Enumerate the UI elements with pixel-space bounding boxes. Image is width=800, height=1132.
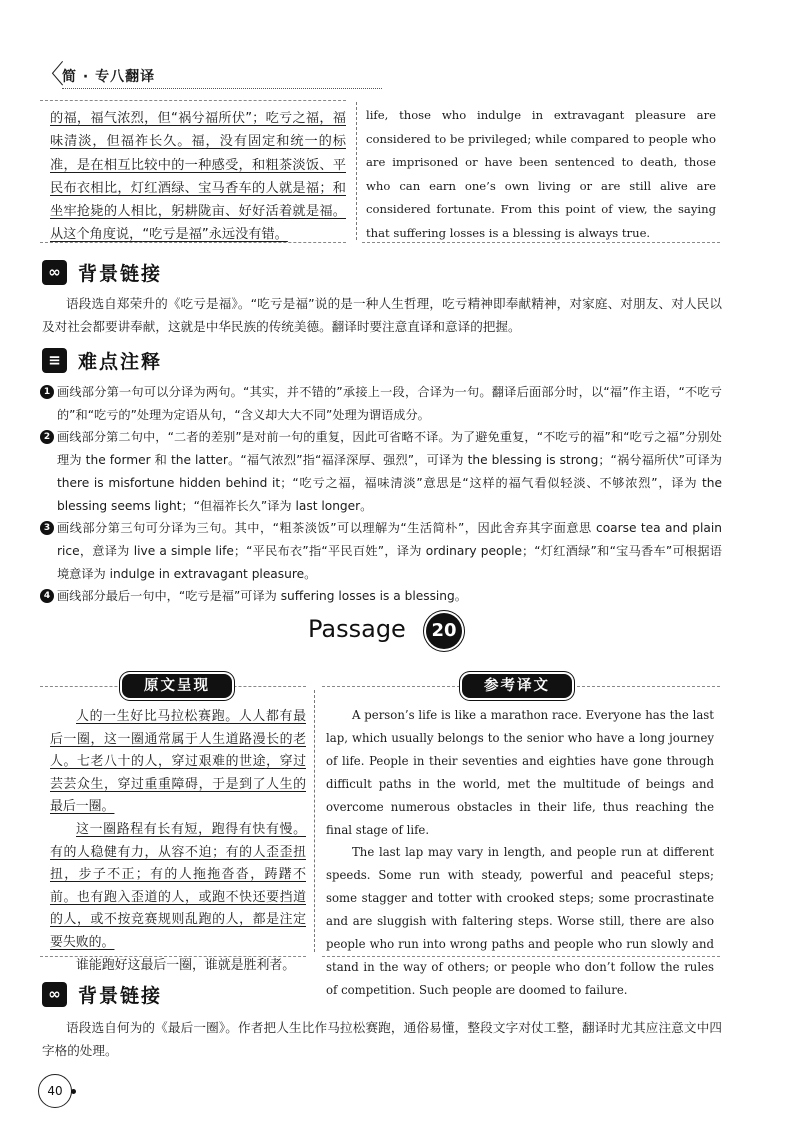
background-text: 语段选自何为的《最后一圈》。作者把人生比作马拉松赛跑，通俗易懂，整段文字对仗工整，翻译时尤其应注意文中四字格的处理。 (42, 1020, 722, 1058)
original-paragraph (50, 819, 306, 955)
original-label: 原文呈现 (122, 674, 232, 698)
notes-section-header (42, 348, 242, 378)
note-number: 3 (40, 521, 54, 535)
top-left-divider (40, 100, 346, 101)
top-chinese-text (50, 107, 346, 247)
original-paragraph-text: 人的一生好比马拉松赛跑。人人都有最后一圈，这一圈通常属于人生道路漫长的老人。七老八十的人，穿过艰难的世途，穿过芸芸众生，穿过重重障碍，于是到了人生的最后一圈。 (50, 709, 306, 815)
section-title: 难点注释 (78, 351, 163, 373)
passage-bottom-divider-left (40, 956, 306, 957)
chevron-left-icon: 〈 (38, 60, 65, 90)
note-number: 4 (40, 589, 54, 603)
header-title: 简 · 专八翻译 (62, 69, 156, 85)
original-paragraph-text: 谁能跑好这最后一圈，谁就是胜利者。 (76, 957, 296, 973)
background-section-header (42, 260, 242, 290)
note-item (40, 585, 722, 608)
background-section-header (42, 982, 242, 1012)
section-title: 背景链接 (78, 263, 163, 285)
passage-heading (308, 613, 508, 653)
note-item (40, 517, 722, 585)
original-paragraph (50, 706, 306, 819)
section-title: 背景链接 (78, 985, 163, 1007)
translation-text (326, 704, 714, 1002)
page-header (38, 60, 338, 90)
page-number: 40 (38, 1074, 72, 1108)
note-text: 画线部分第一句可以分译为两句。“其实，并不错的”承接上一段，合译为一句。翻译后面部分时，以“福”作主语，“不吃亏的”和“吃亏的”处理为定语从句，“含义却大大不同”处理为谓语成分。 (57, 385, 722, 422)
top-bottom-divider-right (362, 242, 720, 243)
original-text (50, 706, 306, 977)
link-icon: ∞ (42, 260, 67, 285)
translation-paragraph: The last lap may vary in length, and people run at different speeds. Some run with steady, powerful and peaceful steps; some stagger and totter with crooked steps; some procrastinate and are sluggish with faltering steps. Worse still, there are also people who run into wrong paths and people who run slowly and stand in the way of others; or people who don’t follow the rules of competition. Such people are doomed to failure. (326, 845, 714, 997)
notes-icon: ≡ (42, 348, 67, 373)
note-item (40, 426, 722, 517)
passage-word: Passage (308, 615, 406, 643)
note-text: 画线部分最后一句中，“吃亏是福”可译为 suffering losses is a blessing。 (57, 589, 467, 604)
original-paragraph-text: 这一圈路程有长有短，跑得有快有慢。有的人稳健有力，从容不迫；有的人歪歪扭扭，步子不正；有的人拖拖沓沓，踌躇不前。也有跑入歪道的人，或跑不快还要挡道的人，或不按竞赛规则乱跑的人，都是注定要失败的。 (50, 821, 306, 950)
top-chinese-underlined: 的福，福气浓烈，但“祸兮福所伏”；吃亏之福，福味清淡，但福祚长久。福，没有固定和统一的标准，是在相互比较中的一种感受，和粗茶淡饭、平民布衣相比，灯红酒绿、宝马香车的人就是福；和坐牢抢毙的人相比，躬耕陇亩、好好活着就是福。从这个角度说， (50, 111, 346, 243)
top-chinese-underlined-end: “吃亏是福”永远没有错。 (142, 227, 288, 243)
top-bottom-divider-left (40, 242, 346, 243)
page-number-dot (71, 1089, 76, 1094)
top-english-text: life, those who indulge in extravagant pleasure are considered to be privileged; while compared to people who are imprisoned or have been sentenced to death, those who can earn one’s own living or are still alive are considered fortunate. From this point of view, the saying that suffering losses is a blessing is always true. (366, 108, 716, 240)
notes-list (40, 381, 722, 608)
passage-number-badge: 20 (426, 613, 462, 649)
note-text: 画线部分第二句中，“二者的差别”是对前一句的重复，因此可省略不译。为了避免重复，“不吃亏的福”和“吃亏之福”分别处理为 the former 和 the latter。“福气浓烈”指“福泽深厚、强烈”，可译为 the blessing is strong；“祸兮福所伏”可译为 there is misfortune hidden behind it；“吃亏之福，福味清淡”意思是“这样的福气看似轻淡、不够浓烈”，译为 the blessing seems light；“但福祚长久”译为 last longer。 (57, 430, 722, 513)
note-text: 画线部分第三句可分译为三句。其中，“粗茶淡饭”可以理解为“生活简朴”，因此舍弃其字面意思 coarse tea and plain rice，意译为 live a simple life；“平民布衣”指“平民百姓”，译为 ordinary people；“灯红酒绿”和“宝马香车”可根据语境意译为 indulge in extravagant pleasure。 (57, 521, 722, 581)
original-paragraph (50, 955, 306, 978)
top-column-divider (356, 102, 357, 240)
translation-paragraph: A person’s life is like a marathon race. Everyone has the last lap, which usually belongs to the senior who have a long journey of life. People in their seventies and eighties have gone through difficult paths in the world, met the multitude of beings and overcome numerous obstacles in their life, thus reaching the final stage of life. (326, 708, 714, 837)
note-number: 2 (40, 430, 54, 444)
header-divider (62, 88, 382, 89)
note-number: 1 (40, 385, 54, 399)
link-icon: ∞ (42, 982, 67, 1007)
background-text: 语段选自郑荣升的《吃亏是福》。“吃亏是福”说的是一种人生哲理，吃亏精神即奉献精神，对家庭、对朋友、对人民以及对社会都要讲奉献，这就是中华民族的传统美德。翻译时要注意直译和意译的把握。 (42, 296, 722, 334)
translation-label: 参考译文 (462, 674, 572, 698)
note-item (40, 381, 722, 426)
passage-column-divider (314, 690, 315, 952)
passage-bottom-divider-right (322, 956, 720, 957)
